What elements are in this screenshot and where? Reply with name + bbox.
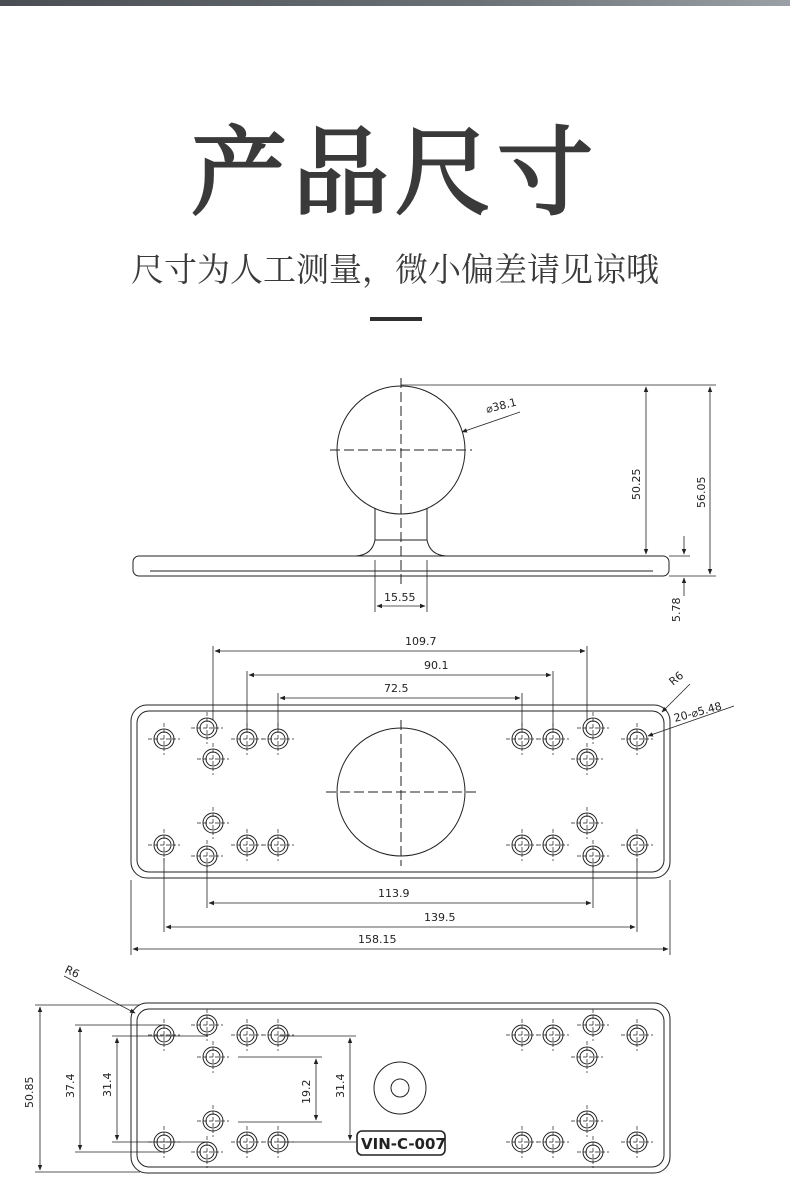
dim-113-9: 113.9 <box>378 887 410 900</box>
mounting-hole <box>621 1126 653 1158</box>
mounting-hole <box>621 1019 653 1051</box>
mount-boss-outer <box>374 1062 426 1114</box>
mounting-hole <box>148 1019 180 1051</box>
dim-90-1: 90.1 <box>424 659 449 672</box>
mounting-hole <box>537 829 569 861</box>
mounting-hole <box>197 1041 229 1073</box>
mounting-hole <box>577 712 609 744</box>
dim-109-7: 109.7 <box>405 635 437 648</box>
neck-width-label: 15.55 <box>384 591 416 604</box>
dim-31-4-mid: 31.4 <box>334 1073 347 1098</box>
mounting-hole <box>537 1019 569 1051</box>
height-center-label: 50.25 <box>630 468 643 500</box>
mounting-hole <box>506 1126 538 1158</box>
mounting-hole <box>231 829 263 861</box>
dim-50-85: 50.85 <box>23 1076 36 1108</box>
mounting-hole <box>577 1136 609 1168</box>
dim-158-15: 158.15 <box>358 933 397 946</box>
model-code-text: VIN-C-007 <box>361 1135 446 1153</box>
plate-thickness-label: 5.78 <box>670 597 683 622</box>
mounting-hole <box>621 829 653 861</box>
hole-spec-label: 20-⌀5.48 <box>672 699 724 725</box>
top-view <box>131 646 734 955</box>
mounting-hole <box>262 1019 294 1051</box>
mounting-hole <box>571 1041 603 1073</box>
total-height-label: 56.05 <box>695 476 708 508</box>
mounting-hole <box>197 743 229 775</box>
mounting-hole <box>506 1019 538 1051</box>
dim-72-5: 72.5 <box>384 682 409 695</box>
mounting-hole <box>577 1009 609 1041</box>
dim-139-5: 139.5 <box>424 911 456 924</box>
bottom-corner-radius: R6 <box>62 962 82 981</box>
mounting-hole <box>197 1105 229 1137</box>
mounting-hole <box>191 712 223 744</box>
page-subtitle: 尺寸为人工测量，微小偏差请见谅哦 <box>131 250 659 289</box>
page-title: 产品尺寸 <box>191 117 599 229</box>
mounting-hole <box>191 1136 223 1168</box>
mounting-hole <box>262 829 294 861</box>
mounting-hole <box>571 1105 603 1137</box>
mounting-hole <box>148 723 180 755</box>
mounting-hole <box>621 723 653 755</box>
side-view <box>133 378 716 612</box>
dim-31-4-left: 31.4 <box>101 1072 114 1097</box>
mounting-hole <box>571 807 603 839</box>
bottom-view <box>35 976 670 1173</box>
mounting-hole <box>506 829 538 861</box>
mounting-hole <box>571 743 603 775</box>
top-corner-radius: R6 <box>666 668 687 689</box>
mount-boss-inner <box>391 1079 409 1097</box>
mounting-hole <box>148 829 180 861</box>
dim-37-4: 37.4 <box>64 1073 77 1098</box>
mounting-hole <box>231 1019 263 1051</box>
dim-19-2: 19.2 <box>300 1079 313 1104</box>
ball-diameter-label: ⌀38.1 <box>484 395 518 416</box>
mounting-hole <box>197 807 229 839</box>
mounting-hole <box>537 1126 569 1158</box>
mounting-hole <box>231 1126 263 1158</box>
